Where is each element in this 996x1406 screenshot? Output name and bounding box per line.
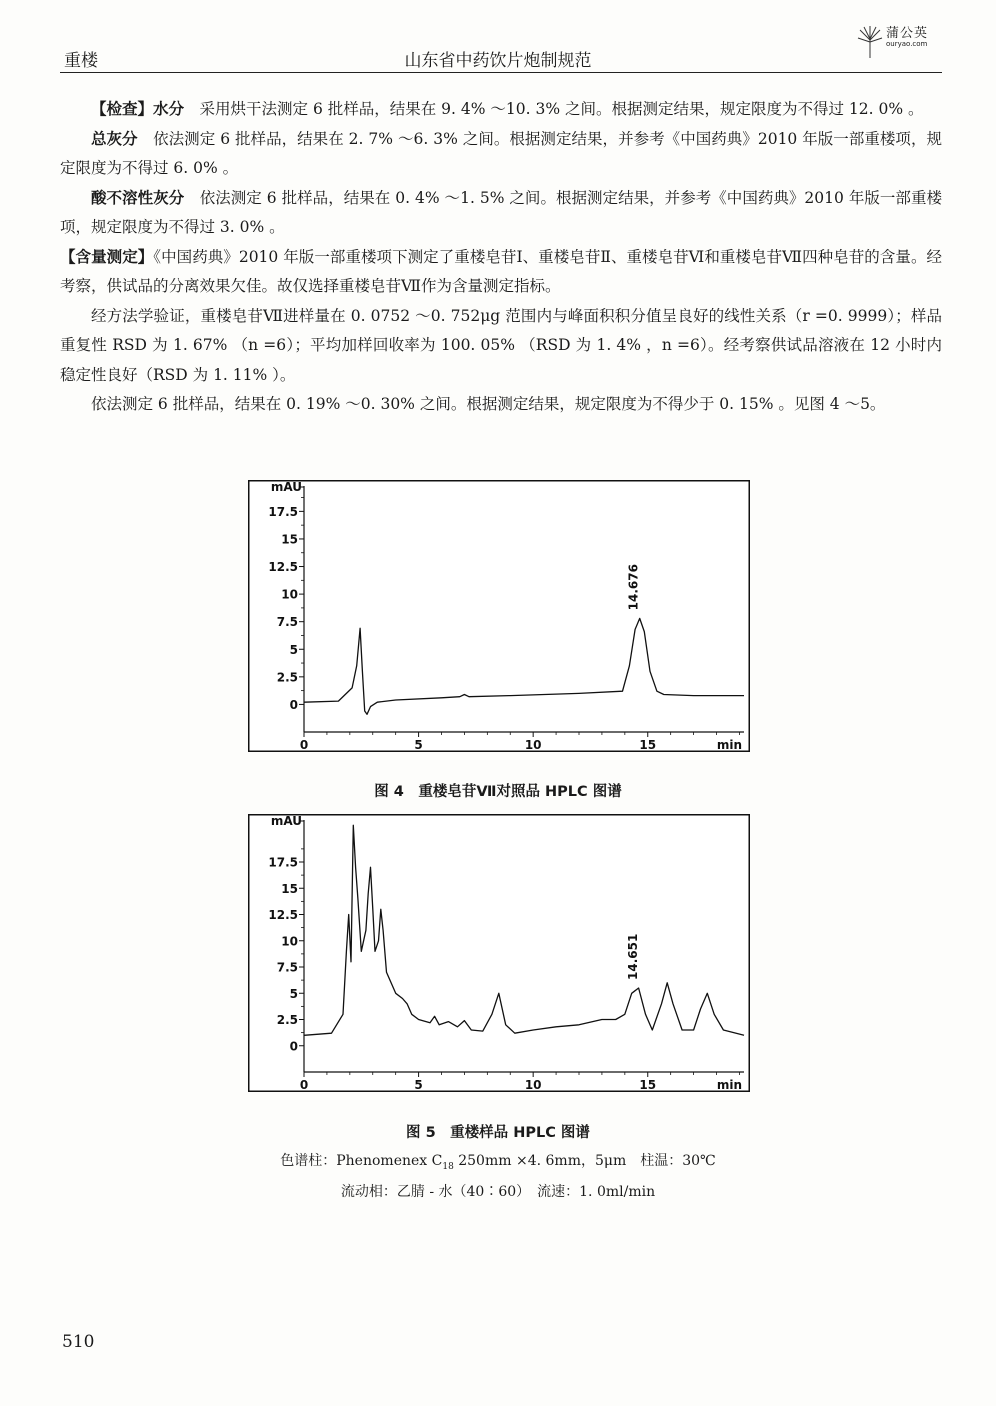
header-divider [60, 72, 942, 73]
y-tick-label: 7.5 [276, 615, 298, 630]
paragraph-moisture [60, 95, 942, 125]
paragraph-acid-insoluble-ash [60, 184, 942, 243]
y-tick-label: 10 [281, 934, 298, 949]
text-moisture: 采用烘干法测定 6 批样品，结果在 9. 4% ～10. 3% 之间。根据测定结果，规定限度为不得过 12. 0% 。 [199, 100, 924, 118]
x-tick-label: 10 [524, 738, 542, 752]
figure-4-caption: 图 4 重楼皂苷Ⅶ对照品 HPLC 图谱 [374, 784, 622, 800]
y-tick-label: 0 [289, 1039, 298, 1054]
logo-url: ouryao.com [886, 40, 928, 48]
y-tick-label: 5 [289, 986, 298, 1001]
header-left-title: 重楼 [64, 51, 98, 71]
column-subscript: 18 [442, 1161, 454, 1172]
x-axis-unit-label: min [716, 738, 742, 752]
chromatography-conditions-line-2: 流动相：乙腈 - 水（40∶60） 流速：1. 0ml/min [340, 1184, 656, 1200]
page-number: 510 [62, 1332, 95, 1352]
logo-text: 蒲公英 [886, 26, 929, 41]
text-assay: 《中国药典》2010 年版一部重楼项下测定了重楼皂苷Ⅰ、重楼皂苷Ⅱ、重楼皂苷Ⅵ和重楼皂苷Ⅶ四种皂苷的含量。经考察，供试品的分离效果欠佳。故仅选择重楼皂苷Ⅶ作为含量测定指标。 [60, 247, 942, 295]
y-tick-label: 5 [289, 642, 298, 657]
column-label: 色谱柱：Phenomenex C [280, 1153, 443, 1169]
x-tick-label: 5 [414, 1078, 423, 1092]
x-tick-label: 0 [299, 738, 309, 752]
y-tick-label: 10 [281, 587, 298, 602]
x-axis-unit-label: min [716, 1078, 742, 1092]
chart-frame [249, 481, 750, 752]
paragraph-total-ash [60, 125, 942, 184]
label-moisture: 【检查】水分 [91, 100, 185, 118]
chromatogram-figure-5 [248, 814, 750, 1092]
x-tick-label: 0 [299, 1078, 309, 1092]
x-tick-label: 15 [639, 738, 657, 752]
y-tick-label: 17.5 [268, 504, 298, 519]
text-acid-insoluble-ash: 依法测定 6 批样品，结果在 0. 4% ～1. 5% 之间。根据测定结果，并参考《中国药典》2010 年版一部重楼项，规定限度为不得过 3. 0% 。 [60, 188, 942, 236]
chromatogram-4-svg [248, 480, 750, 752]
paragraph-validation: 经方法学验证，重楼皂苷Ⅶ进样量在 0. 0752 ～0. 752μg 范围内与峰面积积分值呈良好的线性关系（r =0. 9999）；样品重复性 RSD 为 1. 67% （n =6）；平均加样回收率为 100. 05% （RSD 为 1. 4% ，n =6）。经考察供试品溶液在 12 小时内稳定性良好（RSD 为 1. 11% ）。 [60, 306, 942, 384]
header-book-title: 山东省中药饮片炮制规范 [404, 51, 592, 71]
peak-retention-time-label: 14.651 [625, 933, 640, 980]
y-tick-label: 12.5 [268, 560, 298, 575]
paragraph-results: 依法测定 6 批样品，结果在 0. 19% ～0. 30% 之间。根据测定结果，规定限度为不得少于 0. 15% 。见图 4 ～5。 [91, 395, 886, 413]
x-tick-label: 10 [524, 1078, 542, 1092]
y-tick-label: 0 [289, 697, 298, 712]
body-text [60, 95, 942, 420]
chart-frame [249, 815, 750, 1092]
y-axis-unit-label: mAU [270, 480, 302, 494]
y-tick-label: 2.5 [276, 1013, 298, 1027]
column-spec: 250mm ×4. 6mm，5μm 柱温：30℃ [453, 1153, 716, 1169]
x-tick-label: 15 [639, 1078, 657, 1092]
x-tick-label: 5 [414, 738, 423, 752]
label-total-ash: 总灰分 [91, 129, 138, 148]
y-tick-label: 15 [281, 881, 298, 896]
y-tick-label: 2.5 [276, 670, 298, 685]
peak-retention-time-label: 14.676 [626, 564, 641, 611]
label-assay: 【含量测定】 [60, 247, 154, 266]
chromatography-conditions-line-1 [0, 1150, 996, 1172]
y-tick-label: 17.5 [268, 855, 298, 870]
y-tick-label: 15 [281, 532, 298, 547]
paragraph-assay [60, 243, 942, 302]
y-axis-unit-label: mAU [270, 814, 302, 828]
chromatogram-figure-4 [248, 480, 750, 752]
y-tick-label: 7.5 [276, 960, 298, 975]
label-acid-insoluble-ash: 酸不溶性灰分 [91, 188, 185, 207]
text-total-ash: 依法测定 6 批样品，结果在 2. 7% ～6. 3% 之间。根据测定结果，并参考《中国药典》2010 年版一部重楼项，规定限度为不得过 6. 0% 。 [60, 129, 942, 177]
chromatogram-5-svg [248, 814, 750, 1092]
y-tick-label: 12.5 [268, 908, 298, 922]
figure-5-caption: 图 5 重楼样品 HPLC 图谱 [406, 1125, 590, 1141]
